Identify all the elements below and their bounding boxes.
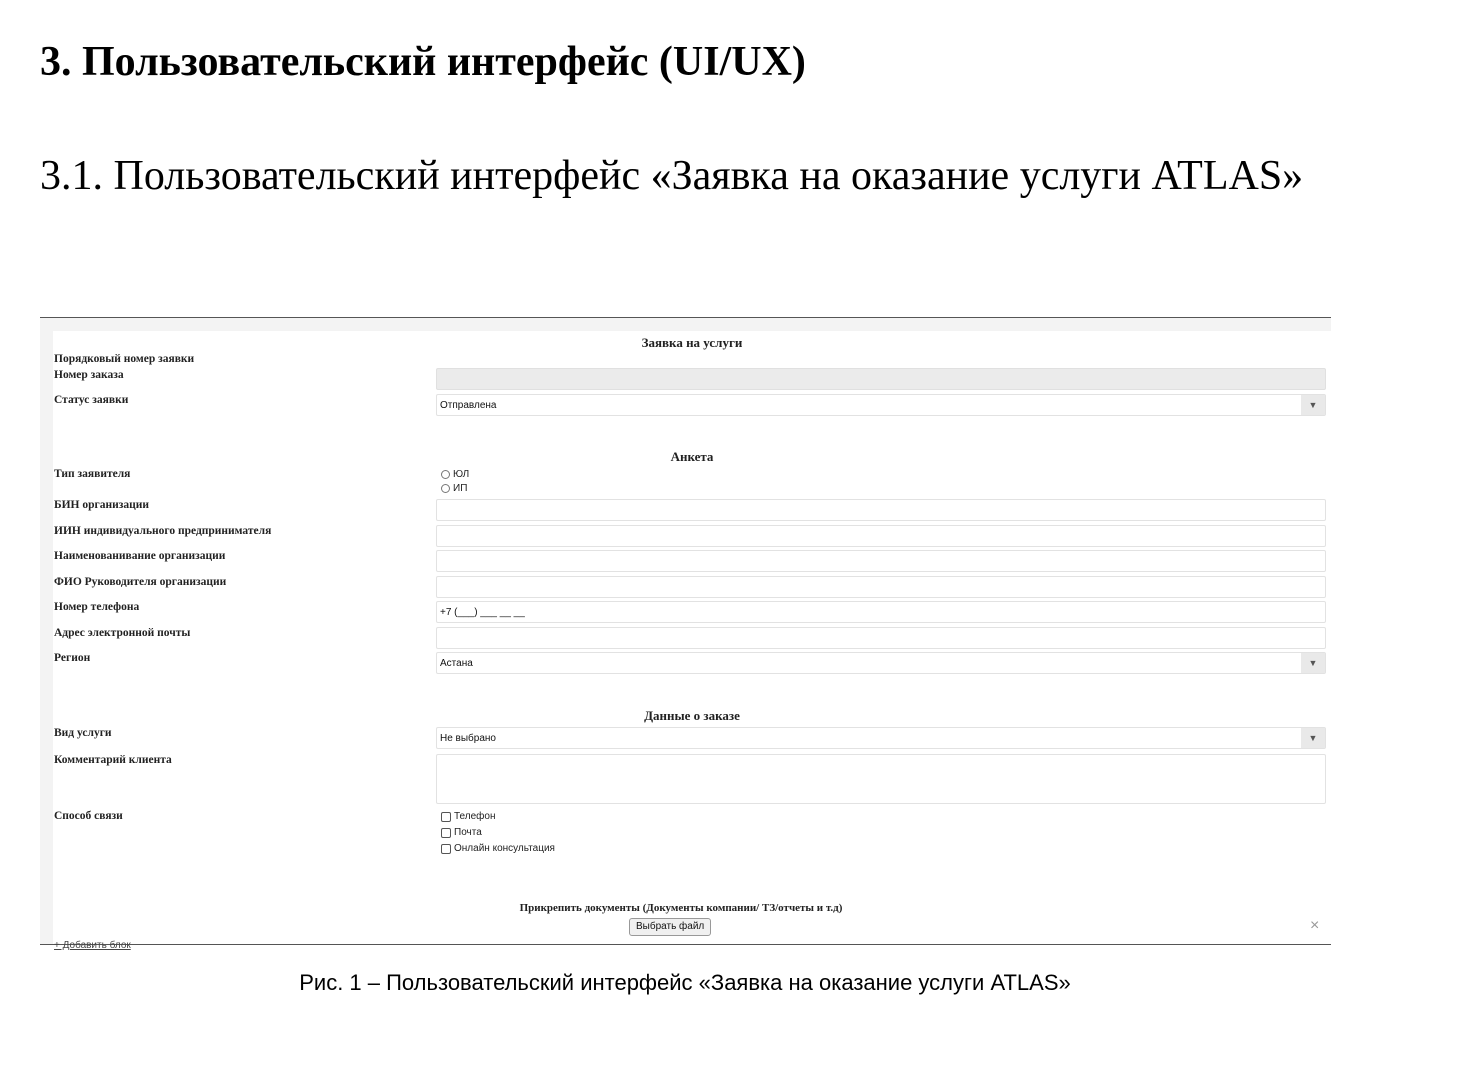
email-input[interactable] (436, 627, 1326, 649)
section-heading: 3. Пользовательский интерфейс (UI/UX) (40, 39, 806, 85)
subsection-heading: 3.1. Пользовательский интерфейс «Заявка на оказание услуги ATLAS» (40, 153, 1304, 199)
chevron-down-icon: ▼ (1301, 395, 1325, 415)
status-label: Статус заявки (54, 394, 129, 406)
org-name-input[interactable] (436, 550, 1326, 572)
phone-label: Номер телефона (54, 601, 140, 613)
form-top-strip (40, 318, 1331, 331)
status-select[interactable] (436, 394, 1326, 416)
checkbox-email[interactable] (441, 827, 482, 838)
checkbox-icon (441, 844, 451, 854)
radio-label: ЮЛ (453, 469, 470, 480)
region-value: Астана (440, 658, 473, 669)
org-name-label: Наименованивание организации (54, 550, 226, 562)
checkbox-icon (441, 812, 451, 822)
iin-input[interactable] (436, 525, 1326, 547)
order-id-field (436, 368, 1326, 390)
region-label: Регион (54, 652, 91, 664)
order-number-label: Порядковый номер заявки (54, 353, 195, 365)
add-block-link[interactable]: + Добавить блок (54, 940, 131, 951)
service-type-label: Вид услуги (54, 727, 112, 739)
close-icon[interactable]: × (1310, 917, 1320, 934)
director-input[interactable] (436, 576, 1326, 598)
applicant-type-label: Тип заявителя (54, 468, 131, 480)
checkbox-label: Онлайн консультация (454, 843, 555, 854)
bin-label: БИН организации (54, 499, 149, 511)
radio-icon (441, 484, 450, 493)
service-type-value: Не выбрано (440, 733, 496, 744)
form-left-strip (40, 318, 53, 944)
comment-label: Комментарий клиента (54, 754, 172, 766)
figure-screenshot (40, 317, 1331, 951)
radio-icon (441, 470, 450, 479)
form-title: Заявка на услуги (641, 335, 743, 350)
checkbox-phone[interactable] (441, 811, 495, 822)
order-id-label: Номер заказа (54, 369, 124, 381)
radio-label: ИП (453, 483, 468, 494)
email-label: Адрес электронной почты (54, 627, 191, 639)
chevron-down-icon: ▼ (1301, 728, 1325, 748)
region-select[interactable] (436, 652, 1326, 674)
service-request-form (53, 331, 1331, 951)
comment-textarea[interactable] (436, 754, 1326, 804)
attach-documents-title: Прикрепить документы (Документы компании/ ТЗ/отчеты и т.д) (519, 902, 843, 914)
bin-input[interactable] (436, 499, 1326, 521)
checkbox-icon (441, 828, 451, 838)
director-label: ФИО Руководителя организации (54, 576, 227, 588)
status-value: Отправлена (440, 400, 497, 411)
choose-file-button[interactable]: Выбрать файл (629, 918, 711, 936)
survey-section-title: Анкета (670, 449, 714, 464)
chevron-down-icon: ▼ (1301, 653, 1325, 673)
checkbox-online[interactable] (441, 843, 555, 854)
order-section-title: Данные о заказе (644, 708, 740, 723)
phone-input[interactable] (436, 601, 1326, 623)
radio-legal-entity[interactable] (441, 469, 469, 480)
phone-mask: +7 (___) ___ __ __ (440, 607, 525, 618)
service-type-select[interactable] (436, 727, 1326, 749)
checkbox-label: Телефон (454, 811, 496, 822)
radio-individual[interactable] (441, 483, 467, 494)
checkbox-label: Почта (454, 827, 482, 838)
iin-label: ИИН индивидуального предпринимателя (54, 525, 272, 537)
contact-method-label: Способ связи (54, 810, 123, 822)
figure-caption: Рис. 1 – Пользовательский интерфейс «Заявка на оказание услуги ATLAS» (299, 970, 1071, 995)
